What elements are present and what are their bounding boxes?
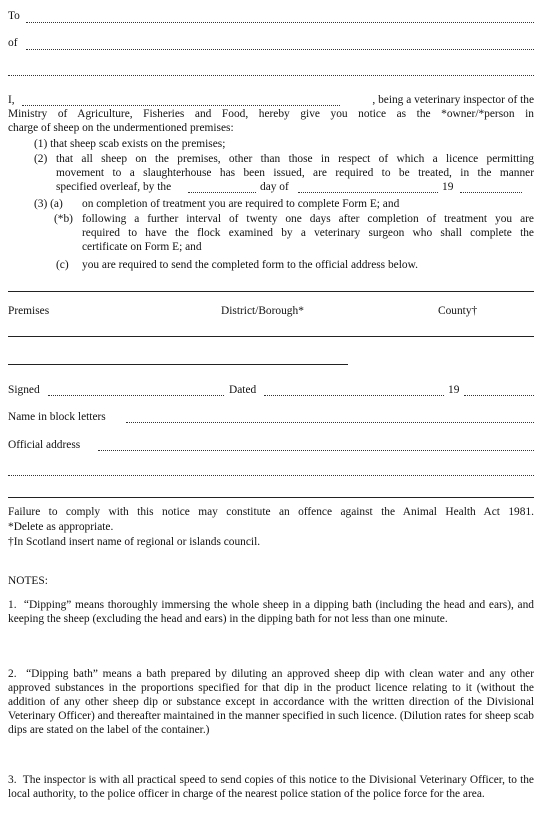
- intro-pronoun: I,: [8, 94, 15, 106]
- item-3b-line-3: certificate on Form E; and: [82, 241, 202, 253]
- note-3: 3. The inspector is with all practical speed to send copies of this notice to the Divisional Veterinary Officer, to the local authority, to the police officer in charge of the nearest police station of the police force for the area.: [8, 774, 534, 800]
- official-address-field[interactable]: [98, 450, 534, 451]
- dated-year-label: 19: [448, 384, 460, 396]
- item-3a: on completion of treatment you are required to complete Form E; and: [82, 198, 400, 210]
- treatment-day-field[interactable]: [188, 192, 256, 193]
- county-header: County†: [438, 305, 478, 317]
- dated-field[interactable]: [264, 395, 444, 396]
- item-3c-label: (c): [56, 259, 69, 271]
- of-label: of: [8, 37, 18, 49]
- item-2-line-1: that all sheep on the premises, other than those in respect of which a licence permitting: [56, 153, 534, 165]
- item-2-line-2: movement to a slaughterhouse has been issued, are required to be treated, in the manner: [56, 167, 534, 179]
- district-header: District/Borough*: [221, 305, 304, 317]
- item-2-line-3-b: day of: [260, 181, 289, 193]
- intro-after-blank: , being a veterinary inspector of the: [372, 94, 534, 106]
- premises-header: Premises: [8, 305, 50, 317]
- item-3c: you are required to send the completed form to the official address below.: [82, 259, 418, 271]
- item-2-line-3-c: 19: [442, 181, 454, 193]
- item-3b-line-1: following a further interval of twenty one days after completion of treatment you are: [82, 213, 534, 225]
- premises-field-row-2[interactable]: [8, 364, 348, 365]
- delete-note: *Delete as appropriate.: [8, 521, 114, 533]
- scotland-note: †In Scotland insert name of regional or islands council.: [8, 536, 261, 548]
- item-1: (1) that sheep scab exists on the premises;: [34, 138, 226, 150]
- intro-line-2: Ministry of Agriculture, Fisheries and Food, hereby give you notice as the *owner/*person in: [8, 108, 534, 120]
- item-3-number: (3) (a): [34, 198, 63, 210]
- item-2-number: (2): [34, 153, 48, 165]
- official-address-label: Official address: [8, 439, 81, 451]
- item-3b-line-2: required to have the flock examined by a veterinary surgeon who shall complete the: [82, 227, 534, 239]
- of-field[interactable]: [26, 49, 534, 50]
- to-field[interactable]: [26, 22, 534, 23]
- item-3b-label: (*b): [54, 213, 73, 225]
- to-label: To: [8, 10, 20, 22]
- notes-heading: NOTES:: [8, 575, 48, 587]
- address-bottom-rule: [8, 497, 534, 498]
- note-2: 2. “Dipping bath” means a bath prepared by diluting an approved sheep dip with clean water and any other approved substances in the proportions specified for that dip in the product licence relating to it (without the addition of any other sheep dip or substance except in accordance with the written direction of the Divisional Veterinary Officer) and thereafter maintained in the manner specified in such licence. (Dilution rates for sheep scab dips are stated on the label of the container.): [8, 668, 534, 736]
- signed-field[interactable]: [48, 395, 224, 396]
- signed-label: Signed: [8, 384, 40, 396]
- treatment-month-field[interactable]: [298, 192, 438, 193]
- treatment-year-field[interactable]: [460, 192, 522, 193]
- official-address-field-2[interactable]: [8, 475, 534, 476]
- premises-field-row[interactable]: [8, 336, 534, 337]
- compliance-warning: Failure to comply with this notice may constitute an offence against the Animal Health Act 1981.: [8, 506, 534, 518]
- item-2-line-3-a: specified overleaf, by the: [56, 181, 172, 193]
- address-continuation-field[interactable]: [8, 75, 534, 76]
- table-top-rule: [8, 291, 534, 292]
- note-1: 1. “Dipping” means thoroughly immersing the whole sheep in a dipping bath (including the head and ears), and keeping the sheep (excluding the head and ears) in the dipping bath for not less than one minute.: [8, 599, 534, 625]
- intro-line-3: charge of sheep on the undermentioned premises:: [8, 122, 234, 134]
- dated-label: Dated: [229, 384, 257, 396]
- name-block-field[interactable]: [126, 422, 534, 423]
- inspector-name-field[interactable]: [22, 105, 340, 106]
- name-block-label: Name in block letters: [8, 411, 106, 423]
- dated-year-field[interactable]: [464, 395, 534, 396]
